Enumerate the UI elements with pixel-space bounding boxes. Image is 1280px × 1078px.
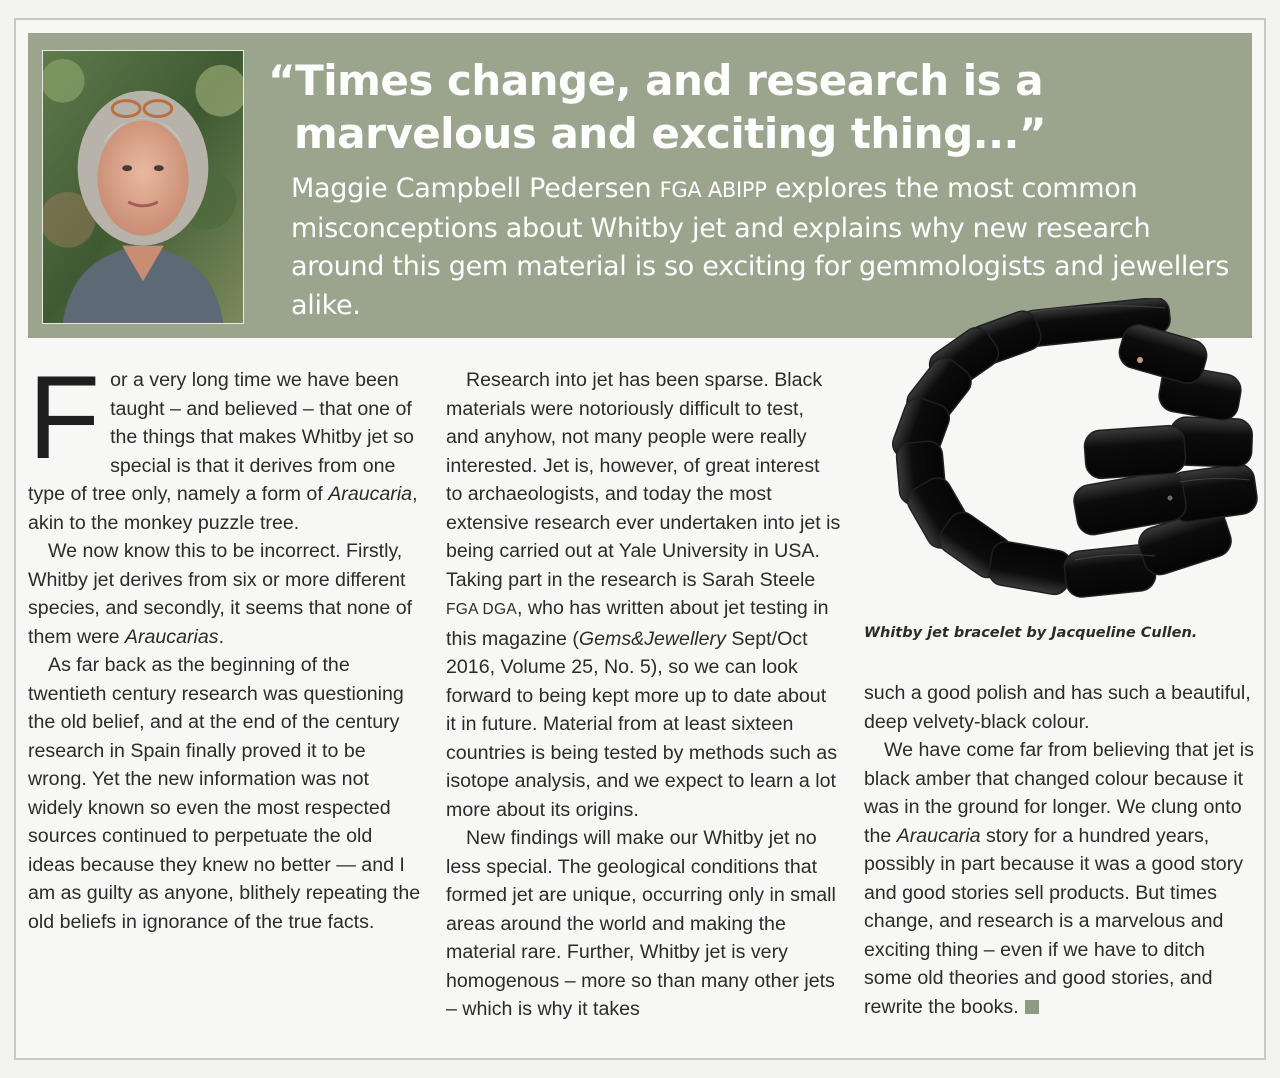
headline — [268, 54, 1228, 160]
body-text: , who has written about jet testing in this magazine ( — [446, 597, 829, 650]
jet-bracelet-photo-icon — [870, 298, 1260, 620]
qualifications-text: FGA DGA — [446, 601, 518, 618]
author-name: Maggie Campbell Pedersen — [291, 173, 652, 204]
drop-cap: F — [28, 352, 101, 484]
italic-text: Gems&Jewellery — [578, 627, 726, 650]
body-text: We now know this to be incorrect. Firstly, Whitby jet derives from six or more different species, and secondly, it seems that none of them were — [28, 540, 413, 648]
paragraph — [28, 352, 423, 537]
headline-line-2: marvelous and exciting thing...” — [294, 109, 1047, 158]
body-text: . — [218, 625, 225, 648]
column-3 — [864, 679, 1254, 1021]
author-portrait — [42, 50, 244, 324]
italic-text: Araucaria — [896, 824, 981, 847]
italic-text: Araucarias — [124, 625, 219, 648]
paragraph: such a good polish and has such a beautiful, deep velvety-black colour. — [864, 682, 1251, 733]
author-photo-icon — [43, 51, 243, 323]
paragraph: New findings will make our Whitby jet no less special. The geological conditions that formed jet are unique, occurring only in small areas around the world and making the material rare. Further, Whitby jet is very homogenous – more so than many other jets – which is why it takes — [446, 827, 836, 1020]
body-text: Research into jet has been sparse. Black materials were notoriously difficult to test, and anyhow, not many people were really interested. Jet is, however, of great interest to archaeologists, and today the most extensive research ever undertaken into jet is being carried out at Yale University in USA. Taking part in the research is Sarah Steele — [446, 369, 841, 591]
end-of-article-icon — [1025, 1000, 1039, 1014]
column-1 — [28, 352, 423, 936]
body-text: Sept/Oct 2016, Volume 25, No. 5), so we can look forward to being kept more up to date about it in future. Material from at least sixteen countries is being tested by methods such as isotope analysis, and we expect to learn a lot more about its origins. — [446, 627, 838, 821]
paragraph — [446, 366, 841, 824]
column-2 — [446, 366, 841, 1024]
paragraph: As far back as the beginning of the twentieth century research was questioning the old belief, and at the end of the century research in Spain finally proved it to be wrong. Yet the new information was not widely known so even the most respected sources continued to perpetuate the old ideas because they knew no better — and I am as guilty as anyone, blithely repeating the old beliefs in ignorance of the true facts. — [28, 654, 421, 933]
body-text: We have come far from believing that jet is black amber that changed colour because it was in the ground for longer. We clung onto the — [864, 739, 1254, 847]
paragraph — [28, 537, 423, 651]
body-text: or a very long time we have been taught – and believed – that one of the things that makes Whitby jet so special is that it derives from one type of tree only, namely a form of — [28, 369, 414, 505]
author-qualifications: FGA ABIPP — [659, 178, 767, 202]
headline-line-1: “Times change, and research is a — [268, 56, 1044, 105]
italic-text: Araucaria — [328, 483, 413, 505]
standfirst-text: explores the most common misconceptions about Whitby jet and explains why new research around this gem material is so exciting for gemmologists and jewellers alike. — [291, 173, 1230, 321]
paragraph — [864, 736, 1254, 1021]
body-text: , akin to the monkey puzzle tree. — [28, 483, 418, 534]
body-text: story for a hundred years, possibly in part because it was a good story and good stories sell products. But times change, and research is a marvelous and exciting thing – even if we have to ditch some old theories and good stories, and rewrite the books. — [864, 824, 1244, 1018]
bracelet-image — [870, 298, 1260, 620]
image-caption: Whitby jet bracelet by Jacqueline Cullen. — [864, 625, 1198, 641]
